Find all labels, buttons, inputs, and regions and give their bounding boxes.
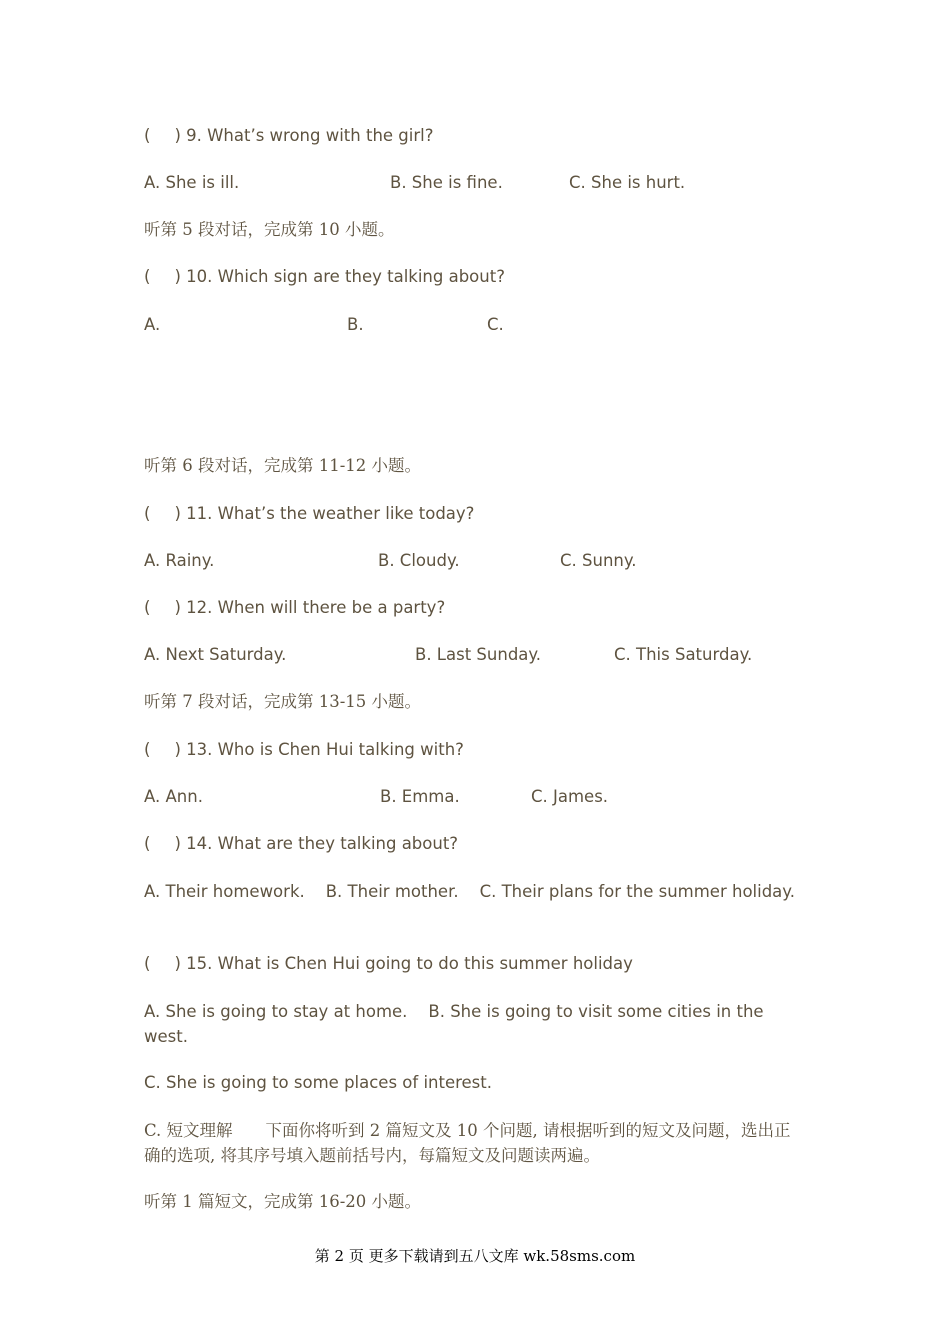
question-11 [144, 502, 474, 526]
answer-paren: ( [144, 598, 151, 617]
question-text: ) 15. What is Chen Hui going to do this summer holiday [174, 954, 633, 973]
question-10-options [144, 313, 844, 337]
option-b: B. [347, 315, 364, 334]
option-b: B. She is fine. [390, 173, 503, 192]
question-text: ) 9. What’s wrong with the girl? [174, 126, 434, 145]
option-c: C. She is hurt. [569, 173, 686, 192]
option-c: C. Sunny. [560, 551, 637, 570]
question-text: ) 13. Who is Chen Hui talking with? [174, 740, 464, 759]
answer-paren: ( [144, 834, 151, 853]
option-a: A. Next Saturday. [144, 645, 287, 664]
question-10 [144, 265, 505, 289]
question-13 [144, 738, 464, 762]
option-b: B. Last Sunday. [415, 645, 542, 664]
question-15 [144, 952, 633, 976]
question-12 [144, 596, 445, 620]
option-b: B. Cloudy. [378, 551, 460, 570]
question-9 [144, 124, 434, 148]
option-c: C. [487, 315, 504, 334]
answer-paren: ( [144, 126, 151, 145]
page-footer: 第 2 页 更多下载请到五八文库 wk.58sms.com [314, 1247, 636, 1265]
option-b: B. Emma. [380, 787, 460, 806]
answer-paren: ( [144, 954, 151, 973]
section-heading-5: 听第 5 段对话，完成第 10 小题。 [144, 220, 395, 239]
question-text: ) 11. What’s the weather like today? [174, 504, 475, 523]
part-c-instructions: C. 短文理解 下面你将听到 2 篇短文及 10 个问题, 请根据听到的短文及问题，选出正确的选项, 将其序号填入题前括号内，每篇短文及问题读两遍。 [144, 1121, 791, 1165]
option-a: A. [144, 315, 161, 334]
option-a: A. She is ill. [144, 173, 240, 192]
option-c: C. James. [531, 787, 609, 806]
question-text: ) 14. What are they talking about? [174, 834, 459, 853]
question-14 [144, 832, 458, 856]
question-text: ) 10. Which sign are they talking about? [174, 267, 505, 286]
question-15-options-ab: A. She is going to stay at home. B. She is going to visit some cities in the west. [144, 1002, 769, 1046]
question-9-options [144, 171, 844, 195]
question-14-options: A. Their homework. B. Their mother. C. Their plans for the summer holiday. [144, 882, 795, 901]
option-a: A. Rainy. [144, 551, 215, 570]
answer-paren: ( [144, 504, 151, 523]
question-text: ) 12. When will there be a party? [174, 598, 446, 617]
answer-paren: ( [144, 267, 151, 286]
section-heading-6: 听第 6 段对话，完成第 11-12 小题。 [144, 456, 422, 475]
question-12-options [144, 643, 844, 667]
option-a: A. Ann. [144, 787, 203, 806]
section-heading-text-1: 听第 1 篇短文，完成第 16-20 小题。 [144, 1192, 422, 1211]
option-c: C. This Saturday. [614, 645, 753, 664]
question-15-option-c: C. She is going to some places of interest. [144, 1073, 492, 1092]
question-11-options [144, 549, 844, 573]
answer-paren: ( [144, 740, 151, 759]
section-heading-7: 听第 7 段对话，完成第 13-15 小题。 [144, 692, 422, 711]
question-13-options [144, 785, 844, 809]
